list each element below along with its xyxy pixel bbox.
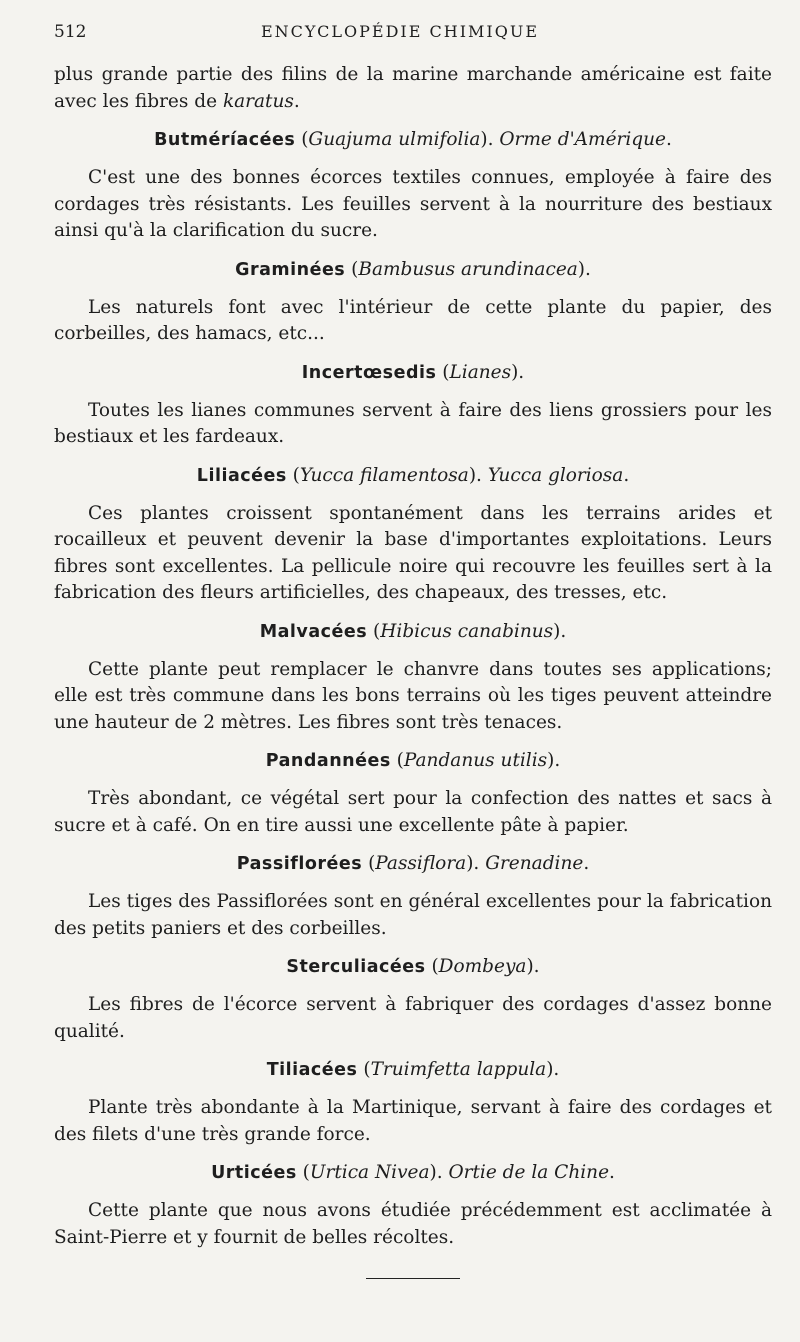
family-name: Butméríacées [154, 130, 296, 150]
section-heading [54, 1057, 772, 1083]
section-heading [54, 954, 772, 980]
latin-name: Bambusus arundinacea [358, 258, 578, 280]
section-paragraph: Les tiges des Passiflorées sont en général excellentes pour la fabrication des petits paniers et des corbeilles. [54, 891, 772, 939]
section-paragraph: C'est une des bonnes écorces textiles connues, employée à faire des cordages très résistants. Les feuilles servent à la nourriture des bestiaux ainsi qu'à la clarification du sucre. [54, 167, 772, 241]
section-heading [54, 1160, 772, 1186]
latin-name: Dombeya [438, 956, 527, 977]
latin-name: Guajuma ulmifolia [308, 129, 481, 150]
section-paragraph: Ces plantes croissent spontanément dans les terrains arides et rocailleux et peuvent devenir la base d'importantes exploitations. Leurs fibres sont excellentes. La pellicule noire qui recouvre les feuilles sert à la fabrication des fleurs artificielles, des chapeaux, des tresses, etc. [54, 502, 772, 603]
family-name: Graminées [235, 259, 346, 280]
common-name: Grenadine [485, 853, 584, 874]
heading-punctuation: . [666, 129, 672, 150]
page-number: 512 [54, 22, 87, 42]
running-head: ENCYCLOPÉDIE CHIMIQUE [260, 22, 540, 41]
section-heading [54, 851, 772, 877]
heading-punctuation: . [623, 464, 630, 486]
section-paragraph: Les naturels font avec l'intérieur de cette plante du papier, des corbeilles, des hamacs, etc... [54, 296, 772, 344]
section-paragraph: Cette plante que nous avons étudiée précédemment est acclimatée à Saint-Pierre et y fournit de belles récoltes. [54, 1200, 772, 1248]
latin-name: Lianes [449, 361, 512, 383]
heading-punctuation: ( [357, 1059, 371, 1080]
family-name: Passiflorées [236, 854, 363, 874]
section-heading [54, 257, 772, 283]
heading-punctuation: ( [390, 750, 404, 771]
heading-punctuation: ( [367, 620, 381, 642]
heading-punctuation: ( [296, 1162, 310, 1183]
heading-punctuation: ( [362, 853, 376, 874]
heading-punctuation: . [609, 1162, 615, 1183]
latin-name: Yucca filamentosa [299, 464, 469, 486]
sections-list [54, 127, 772, 1251]
heading-punctuation: ). [466, 853, 486, 874]
heading-punctuation: ). [526, 956, 540, 977]
section-heading [54, 360, 772, 386]
latin-name: Hibicus canabinus [380, 620, 554, 642]
intro-paragraph: plus grande partie des filins de la marine marchande américaine est faite avec les fibres de karatus. [54, 64, 772, 112]
family-name: Malvacées [259, 621, 368, 642]
heading-punctuation: ). [546, 1059, 560, 1080]
heading-punctuation: . [583, 853, 590, 874]
section-paragraph: Cette plante peut remplacer le chanvre dans toutes ses applications; elle est très commune dans les bons terrains où les tiges peuvent atteindre une hauteur de 2 mètres. Les fibres sont très tenaces. [54, 658, 772, 733]
latin-name: Urtica Nivea [309, 1162, 430, 1183]
family-name: Tiliacées [266, 1060, 358, 1080]
latin-name: Passiflora [375, 853, 467, 874]
family-name: Urticées [211, 1163, 297, 1183]
heading-punctuation: ( [436, 361, 450, 383]
section-heading [54, 748, 772, 774]
page-body [54, 62, 772, 1251]
heading-punctuation: ( [295, 129, 309, 150]
heading-punctuation: ). [511, 361, 525, 383]
family-name: Liliacées [196, 465, 287, 486]
heading-punctuation: ). [468, 464, 488, 486]
latin-name: Truimfetta lappula [370, 1059, 547, 1080]
common-name: Ortie de la Chine [448, 1162, 610, 1183]
heading-punctuation: ( [286, 464, 300, 486]
family-name: Sterculiacées [286, 957, 426, 977]
latin-name: Pandanus utilis [403, 750, 548, 771]
heading-punctuation: ). [547, 750, 561, 771]
end-rule [366, 1278, 460, 1279]
heading-punctuation: ( [345, 258, 359, 280]
heading-punctuation: ). [480, 129, 500, 150]
heading-punctuation: ). [577, 258, 591, 280]
section-heading [54, 127, 772, 153]
heading-punctuation: ). [429, 1162, 449, 1183]
section-paragraph: Toutes les lianes communes servent à faire des liens grossiers pour les bestiaux et les fardeaux. [54, 399, 772, 447]
section-heading [54, 463, 772, 489]
common-name: Orme d'Amérique [499, 129, 667, 150]
family-name: Incertœsedis [301, 362, 437, 383]
family-name: Pandannées [265, 751, 391, 771]
heading-punctuation: ). [553, 620, 567, 642]
section-paragraph: Très abondant, ce végétal sert pour la confection des nattes et sacs à sucre et à café. On en tire aussi une excellente pâte à papier. [54, 788, 772, 836]
section-heading [54, 619, 772, 645]
heading-punctuation: ( [425, 956, 439, 977]
page-header [0, 22, 800, 48]
section-paragraph: Les fibres de l'écorce servent à fabriquer des cordages d'assez bonne qualité. [54, 994, 772, 1042]
section-paragraph: Plante très abondante à la Martinique, servant à faire des cordages et des filets d'une très grande force. [54, 1097, 772, 1145]
common-name: Yucca gloriosa [487, 464, 624, 486]
